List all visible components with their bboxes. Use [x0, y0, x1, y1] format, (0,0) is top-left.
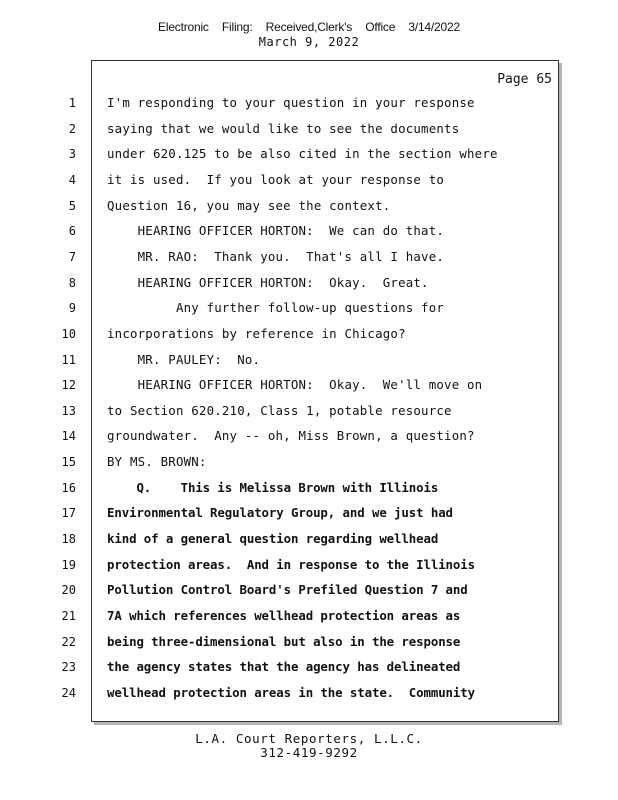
line-text: I'm responding to your question in your response — [107, 95, 475, 110]
stamp-word: Received,Clerk's — [265, 20, 353, 34]
line-number: 9 — [68, 301, 76, 316]
page-number: Page 65 — [497, 72, 552, 87]
filing-stamp — [0, 20, 618, 34]
line-number: 13 — [61, 403, 76, 418]
line-text: protection areas. And in response to the Illinois — [107, 556, 475, 572]
transcript-page — [61, 60, 559, 722]
line-text: Environmental Regulatory Group, and we just had — [107, 505, 453, 521]
line-number: 7 — [68, 249, 76, 264]
line-number: 4 — [68, 172, 76, 187]
line-text: Any further follow-up questions for — [107, 300, 445, 316]
line-number: 2 — [68, 121, 76, 136]
line-text: groundwater. Any -- oh, Miss Brown, a question? — [107, 428, 475, 444]
line-text: wellhead protection areas in the state. Community — [107, 684, 475, 700]
line-number: 10 — [61, 326, 76, 341]
stamp-word: Electronic — [158, 20, 209, 34]
stamp-word: 3/14/2022 — [408, 20, 460, 34]
line-text: Pollution Control Board's Prefiled Question 7 and — [107, 582, 468, 598]
line-text: HEARING OFFICER HORTON: Okay. We'll move on — [107, 377, 483, 393]
footer — [0, 732, 618, 760]
line-text: MR. RAO: Thank you. That's all I have. — [107, 248, 445, 264]
line-number: 14 — [61, 429, 76, 444]
line-number: 3 — [68, 147, 76, 162]
line-text: 7A which references wellhead protection areas as — [107, 608, 461, 623]
line-number: 16 — [61, 480, 76, 495]
line-text: it is used. If you look at your response to — [107, 171, 445, 187]
line-number: 18 — [61, 532, 76, 547]
stamp-word: Filing: — [221, 20, 253, 34]
line-text: to Section 620.210, Class 1, potable resource — [107, 402, 452, 418]
line-number: 5 — [68, 198, 76, 213]
line-text: Q. This is Melissa Brown with Illinois — [107, 479, 439, 495]
line-text: the agency states that the agency has delineated — [107, 659, 461, 675]
line-text: BY MS. BROWN: — [107, 454, 207, 470]
hearing-date: March 9, 2022 — [258, 35, 360, 49]
line-text: HEARING OFFICER HORTON: Okay. Great. — [107, 274, 429, 290]
line-number: 1 — [68, 96, 76, 110]
line-text: incorporations by reference in Chicago? — [107, 325, 406, 341]
line-text: MR. PAULEY: No. — [107, 351, 261, 367]
line-number: 11 — [61, 352, 76, 367]
line-number: 23 — [61, 660, 76, 675]
line-number: 21 — [61, 609, 76, 623]
line-number: 17 — [61, 506, 76, 521]
line-text: HEARING OFFICER HORTON: We can do that. — [107, 223, 445, 239]
footer-company: L.A. Court Reporters, L.L.C. — [195, 731, 423, 746]
line-number: 24 — [61, 685, 76, 700]
line-number: 8 — [68, 275, 76, 290]
line-number: 19 — [61, 557, 76, 572]
footer-phone: 312-419-9292 — [260, 745, 358, 760]
line-text: kind of a general question regarding wellhead — [107, 531, 439, 547]
line-number: 22 — [61, 634, 76, 649]
line-number: 6 — [68, 224, 76, 239]
stamp-word: Office — [365, 20, 396, 34]
line-number: 12 — [61, 378, 76, 393]
line-number: 20 — [61, 583, 76, 598]
line-text: under 620.125 to be also cited in the section where — [107, 146, 498, 162]
line-number: 15 — [61, 455, 76, 470]
line-text: Question 16, you may see the context. — [107, 197, 391, 213]
line-text: saying that we would like to see the documents — [107, 120, 460, 136]
line-text: being three-dimensional but also in the response — [107, 633, 461, 649]
